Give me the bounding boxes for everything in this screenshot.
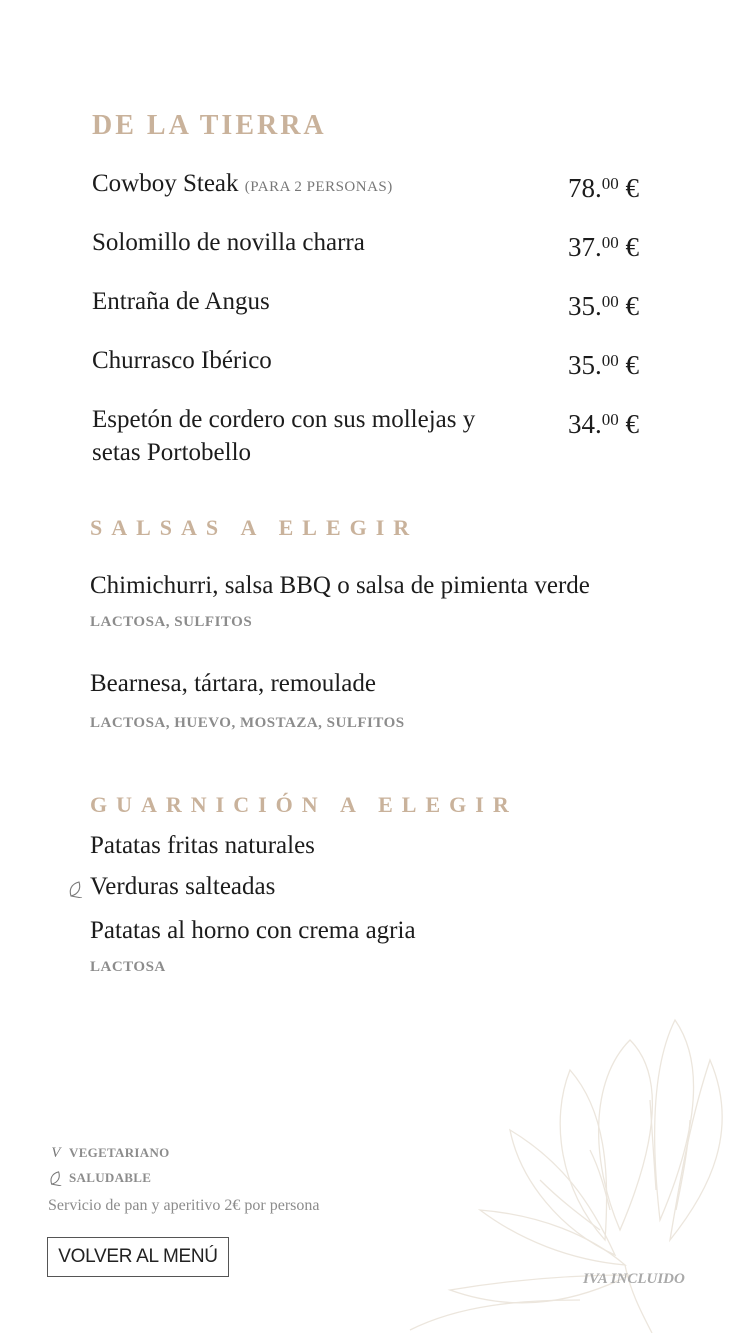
back-to-menu-button[interactable]: VOLVER AL MENÚ [47, 1237, 229, 1277]
price-integer: 78. [568, 173, 602, 203]
sauce-item: Bearnesa, tártara, remoulade [90, 670, 376, 697]
price-integer: 34. [568, 409, 602, 439]
sauce-item: Chimichurri, salsa BBQ o salsa de pimienta verde [90, 572, 590, 599]
dish-price [568, 226, 639, 264]
section-title-tierra: DE LA TIERRA [92, 110, 327, 141]
dish-name: Solomillo de novilla charra [92, 229, 365, 256]
flower-illustration [390, 1000, 750, 1333]
tax-note: IVA INCLUIDO [583, 1271, 685, 1287]
section-title-guarnicion: GUARNICIÓN A ELEGIR [90, 792, 518, 817]
dish-price [568, 403, 639, 441]
service-note: Servicio de pan y aperitivo 2€ por persona [48, 1197, 320, 1214]
dish-name: Cowboy Steak [92, 170, 239, 197]
allergen-list: LACTOSA, SULFITOS [90, 614, 253, 630]
dish-item [92, 285, 512, 318]
legend-label: VEGETARIANO [69, 1145, 170, 1160]
dish-item [92, 344, 512, 377]
dish-item [92, 226, 512, 259]
price-currency: € [625, 409, 639, 439]
price-cents: 00 [601, 351, 619, 370]
dish-price [568, 285, 639, 323]
dish-name: Entraña de Angus [92, 288, 270, 315]
vegetarian-icon: V [51, 1144, 61, 1161]
dish-note: (PARA 2 PERSONAS) [244, 179, 393, 195]
price-cents: 00 [601, 292, 619, 311]
legend-label: SALUDABLE [69, 1170, 152, 1185]
side-item: Patatas fritas naturales [90, 832, 315, 859]
dish-item [92, 167, 512, 204]
price-cents: 00 [601, 410, 619, 429]
side-item: Verduras salteadas [90, 873, 276, 900]
price-cents: 00 [601, 233, 619, 252]
price-integer: 35. [568, 350, 602, 380]
dish-item [92, 403, 512, 469]
section-title-salsas: SALSAS A ELEGIR [90, 515, 419, 540]
price-currency: € [625, 291, 639, 321]
side-item: Patatas al horno con crema agria [90, 917, 416, 944]
dish-name: Espetón de cordero con sus mollejas y setas Portobello [92, 406, 476, 466]
allergen-list: LACTOSA [90, 959, 166, 975]
allergen-list: LACTOSA, HUEVO, MOSTAZA, SULFITOS [90, 715, 405, 731]
leaf-icon [48, 1170, 64, 1186]
price-integer: 35. [568, 291, 602, 321]
legend-vegetarian [48, 1145, 170, 1161]
price-currency: € [625, 232, 639, 262]
price-integer: 37. [568, 232, 602, 262]
price-currency: € [625, 173, 639, 203]
leaf-icon [68, 880, 84, 898]
dish-price [568, 344, 639, 382]
price-cents: 00 [601, 174, 619, 193]
dish-price [568, 167, 639, 205]
dish-name: Churrasco Ibérico [92, 347, 272, 374]
legend-healthy [48, 1170, 151, 1186]
price-currency: € [625, 350, 639, 380]
